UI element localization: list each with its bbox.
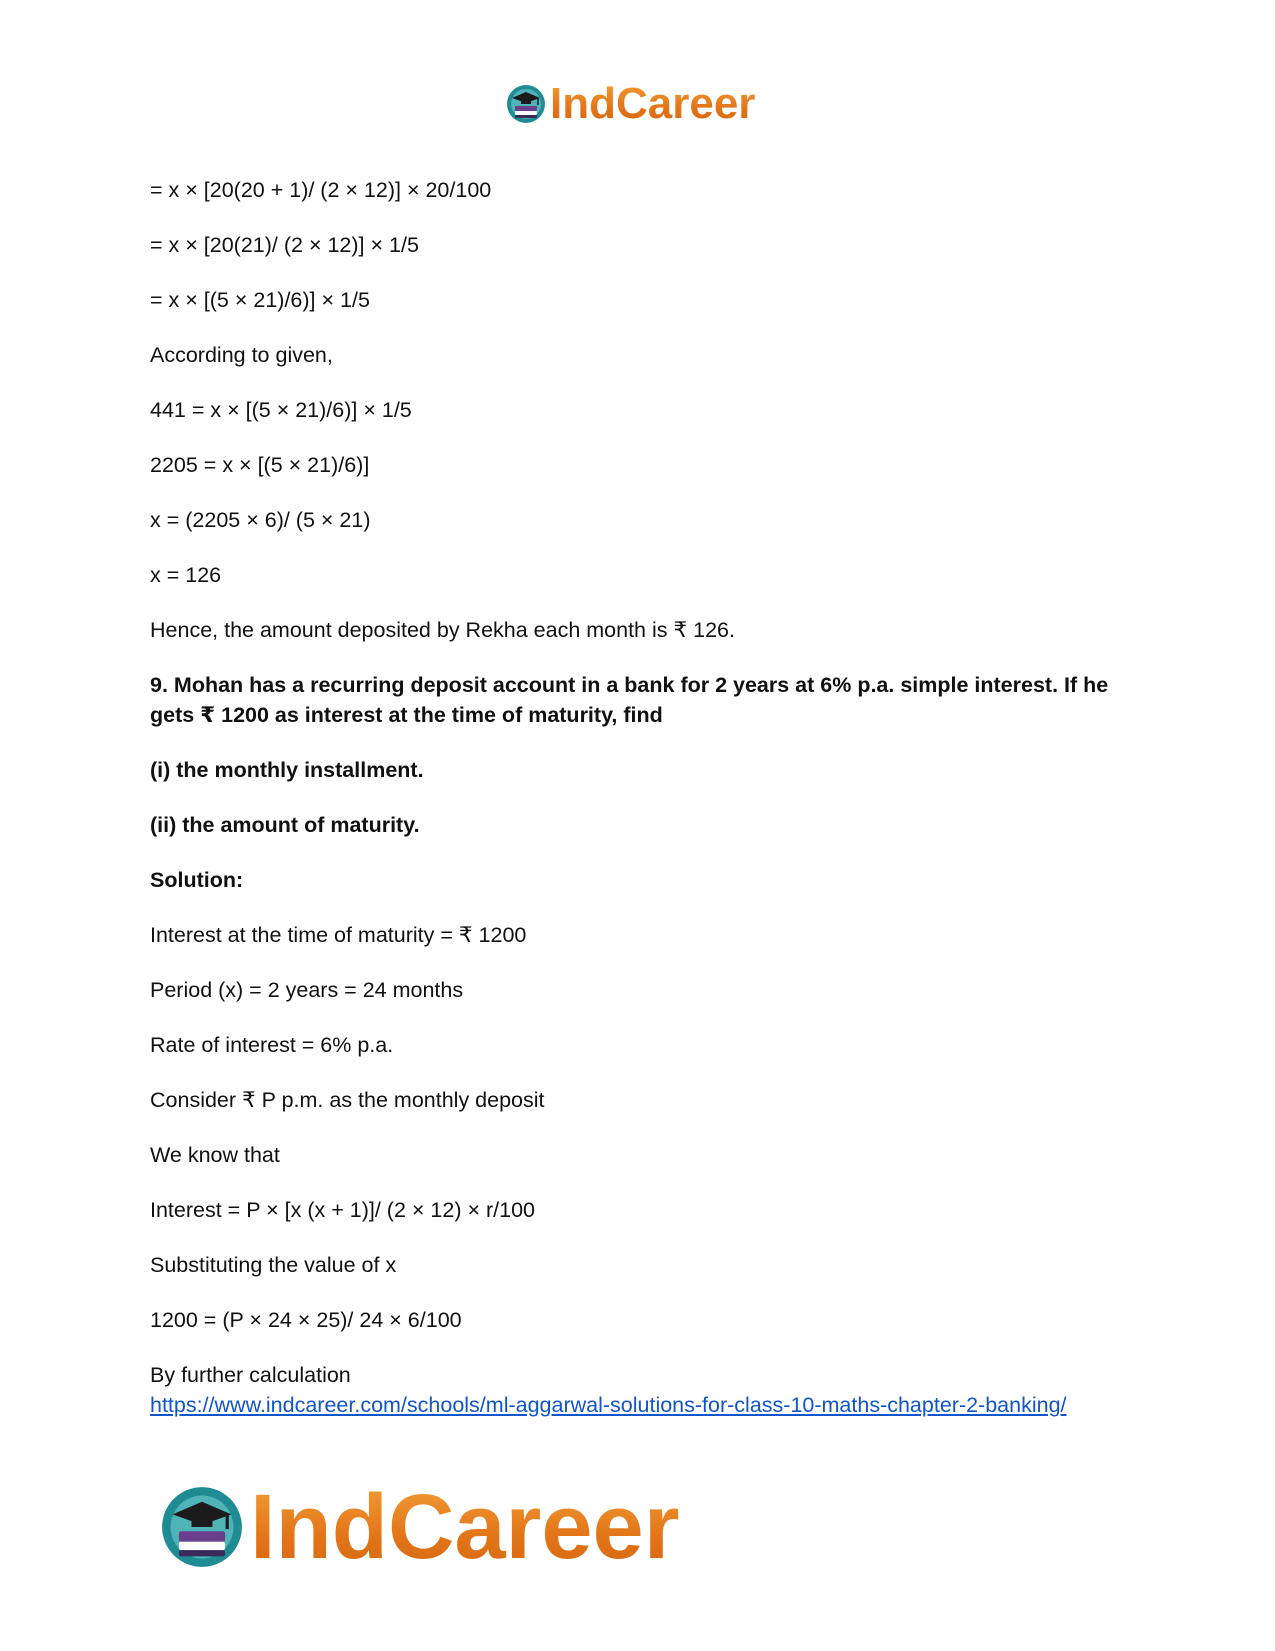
source-link[interactable]: https://www.indcareer.com/schools/ml-aggarwal-solutions-for-class-10-maths-chapter-2-banking/ <box>150 1393 1067 1417</box>
equation-line: = x × [(5 × 21)/6)] × 1/5 <box>150 288 370 312</box>
equation-line: = x × [20(21)/ (2 × 12)] × 1/5 <box>150 233 419 257</box>
graduation-cap-book-logo-icon <box>160 1485 244 1569</box>
question-part-i: (i) the monthly installment. <box>150 758 424 782</box>
equation-line: = x × [20(20 + 1)/ (2 × 12)] × 20/100 <box>150 178 492 202</box>
solution-line: Rate of interest = 6% p.a. <box>150 1033 394 1057</box>
footer-logo <box>160 1472 680 1582</box>
header-logo <box>506 78 755 130</box>
logo-wordmark: IndCareer <box>550 79 756 128</box>
conclusion-line: Hence, the amount deposited by Rekha each month is ₹ 126. <box>150 618 735 642</box>
equation-line: x = 126 <box>150 563 222 587</box>
question-part-ii: (ii) the amount of maturity. <box>150 813 420 837</box>
solution-heading: Solution: <box>150 868 244 892</box>
graduation-cap-book-logo-icon <box>506 84 546 124</box>
equation-line: 2205 = x × [(5 × 21)/6)] <box>150 453 370 477</box>
solution-line: 1200 = (P × 24 × 25)/ 24 × 6/100 <box>150 1308 462 1332</box>
solution-line: Period (x) = 2 years = 24 months <box>150 978 464 1002</box>
solution-line: Substituting the value of x <box>150 1253 397 1277</box>
solution-line: We know that <box>150 1143 280 1167</box>
equation-line: 441 = x × [(5 × 21)/6)] × 1/5 <box>150 398 412 422</box>
solution-line: Consider ₹ P p.m. as the monthly deposit <box>150 1088 545 1112</box>
logo-wordmark: IndCareer <box>250 1475 680 1578</box>
text-line: According to given, <box>150 343 333 367</box>
solution-line: By further calculation <box>150 1363 351 1387</box>
solution-line: Interest at the time of maturity = ₹ 1200 <box>150 923 527 947</box>
equation-line: x = (2205 × 6)/ (5 × 21) <box>150 508 371 532</box>
solution-line: Interest = P × [x (x + 1)]/ (2 × 12) × r/100 <box>150 1198 536 1222</box>
question-text: 9. Mohan has a recurring deposit account in a bank for 2 years at 6% p.a. simple interest. If he gets ₹ 1200 as interest at the time of maturity, find <box>150 673 1109 727</box>
document-body <box>150 175 1130 1421</box>
